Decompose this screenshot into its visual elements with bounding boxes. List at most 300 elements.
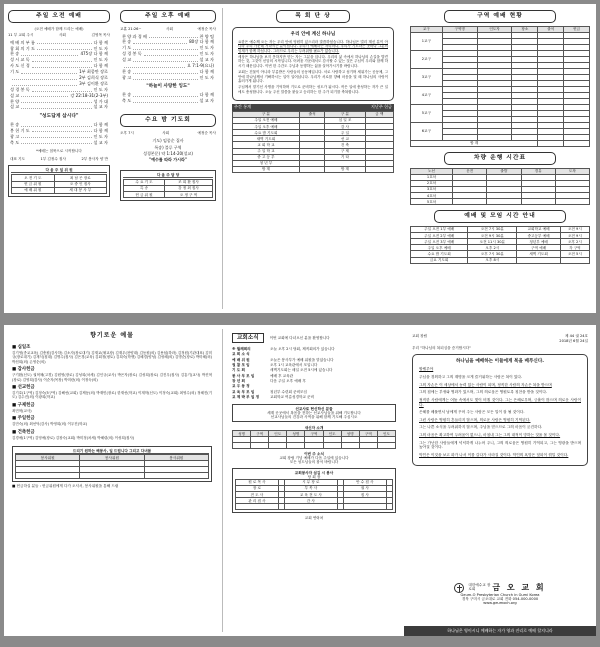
staff-table bbox=[235, 479, 393, 511]
table-cell bbox=[555, 199, 589, 205]
pastor-column bbox=[226, 4, 400, 313]
table-cell: 집 사 bbox=[343, 492, 386, 498]
table-header-cell: 인도 bbox=[269, 431, 287, 437]
wednesday-next-week-box bbox=[120, 170, 216, 202]
table-cell bbox=[521, 199, 555, 205]
church-news-item-text: 다음 주일 오후 예배 후 bbox=[270, 378, 306, 383]
table-cell: 2호차 bbox=[411, 180, 453, 186]
order-item-label: 찬 송 bbox=[122, 68, 132, 74]
table-cell: 원 로 목 사 bbox=[236, 479, 279, 485]
table-header-cell: 구역명 bbox=[442, 26, 477, 32]
bulletin-outer-spread bbox=[4, 325, 596, 636]
order-item-label: 설 교 bbox=[10, 92, 20, 98]
order-item-filler bbox=[12, 76, 77, 80]
church-news-item-label: 교 제 박 부 일 정 bbox=[232, 394, 260, 399]
table-cell: 청 년 부 bbox=[233, 160, 300, 166]
table-cell bbox=[305, 443, 323, 449]
pastor-column-box bbox=[232, 27, 394, 101]
church-news-item-label: 기 도 회 bbox=[232, 368, 245, 373]
pastor-column-title: 목 회 단 상 bbox=[276, 10, 350, 23]
order-item-leader: 다 함 께 bbox=[199, 68, 214, 74]
order-item-filler bbox=[37, 47, 92, 51]
newcomer-table bbox=[232, 430, 396, 449]
schedule-row bbox=[411, 257, 590, 263]
order-item-filler bbox=[21, 123, 91, 127]
table-cell: 특 송 bbox=[124, 185, 165, 191]
issue-date: 2018년 6월 24일 bbox=[559, 338, 588, 343]
table-row bbox=[124, 192, 213, 198]
table-header-cell: 출석 bbox=[299, 111, 324, 117]
order-item-label: 성 경 봉 독 bbox=[10, 86, 30, 92]
church-news-column bbox=[226, 325, 402, 636]
table-cell: 중고등부 예배 bbox=[517, 233, 560, 239]
volunteer-box bbox=[12, 446, 212, 482]
wednesday-scripture: 성경본문) 약 1:14-20(설교) bbox=[143, 150, 193, 156]
morning-service-title: 주일 오전 예배 bbox=[8, 10, 110, 23]
table-cell: 오전 9시 bbox=[560, 226, 589, 232]
table-header-cell: 봉사위원 bbox=[144, 455, 208, 461]
page-fold-divider bbox=[222, 329, 223, 632]
table-cell: 4호차 bbox=[411, 193, 453, 199]
order-item-label: 설 교 bbox=[122, 57, 132, 63]
offering-section-names: 김경애(1구역) 김영애(장로) 김창숙(교회) 박미정(차세) 박혜령(외) 이성희(집사) bbox=[12, 435, 135, 440]
church-news-item-text: 교회학교 여름성경학교 준비 bbox=[270, 394, 314, 399]
weekly-stats bbox=[232, 104, 394, 173]
table-cell: 오전 11시 30분 bbox=[468, 239, 517, 245]
table-cell: 수요 밤 기도회 bbox=[233, 130, 300, 136]
pastor-column-paragraph: 요한은 예수께 오는 자는 우리 안에 영원히 있으리라 말씀하셨습니다. 하나님은 멀리 계신 분이 아니라 우리 가운데 거하시는 분이십니다. 우리가 예배하는 자리마다, 우리가 기도하는 곳마다 그분의 임재가 함께 하십니다. 그러므로 우리는 두려워할 필요가 없습니다. bbox=[238, 39, 388, 53]
table-cell: 오후 2시 bbox=[468, 245, 517, 251]
offering-section-names: 김기영(종교교육) 김충원(감사하) 김소자(장로대기) 김재교(채교장) 김재우(찬양대) 김동원(외) 김용섭(하라) 김정원(기관대표) 김미규(장로대기) 김재식(집대) 김명수(집사) 김은경(교육) 김회정(평토) 김희숙(학생) 김혜경(양성) 김성혜(외) 김명순(장로) 박미혜(외) 박천희(외) 손영순(외) bbox=[12, 350, 212, 364]
table-cell: 전 도 사 bbox=[236, 492, 279, 498]
newcomer-title: 새신자 소개 bbox=[304, 425, 324, 430]
table-row bbox=[233, 443, 396, 449]
table-cell: 십 일 조 bbox=[325, 117, 365, 123]
table-cell: 5호차 bbox=[411, 199, 453, 205]
order-item-filler bbox=[144, 52, 198, 56]
pastor-column-paragraph: 교회는 건물이 아니라 부름받은 사람들의 공동체입니다. 서로 사랑하고 섬기며 세워가는 공동체, 그 안에 하나님께서 기뻐하시는 일이 일어납니다. 우리가 서로를 향해 마음을 열 때 하나님의 사랑이 흘러가게 됩니다. bbox=[238, 70, 388, 83]
order-item-leader: 성 가 대 bbox=[93, 98, 108, 104]
order-item-filler bbox=[37, 41, 92, 45]
order-item-filler bbox=[21, 70, 77, 74]
order-item-leader: 다 함 께 bbox=[93, 127, 108, 133]
church-news-item-label: ※ 월례회의 bbox=[232, 347, 251, 352]
table-header-cell: 인도자 bbox=[477, 26, 512, 32]
issue-info: 교회 창립 제 44 권 24호 bbox=[412, 333, 588, 338]
table-header-cell: 봉사위원 bbox=[16, 455, 80, 461]
table-cell bbox=[285, 504, 337, 510]
table-cell: 각 구역 bbox=[560, 245, 589, 251]
order-item-label: 축 도 bbox=[122, 97, 132, 103]
verse-line: 주님을 경외하고 그의 계명을 크게 즐거워하는 사람은 복이 있다. bbox=[419, 375, 523, 380]
table-header-cell: 구역 bbox=[305, 431, 323, 437]
table-cell: 주일 오전 2부 예배 bbox=[411, 233, 468, 239]
order-item-leader: 2부 김희식 장로 bbox=[79, 75, 108, 81]
schedule-table-wrap bbox=[410, 226, 590, 264]
order-item-leader: 강 22:18-31(2-3부) bbox=[70, 92, 108, 98]
district-group-cell: 3교구 bbox=[411, 68, 443, 86]
afternoon-sermon-title: "하늘이 사랑한 잉도" bbox=[146, 84, 190, 90]
table-row bbox=[12, 187, 107, 193]
table-header-cell: 성명 bbox=[233, 431, 251, 437]
table-cell: 예 배 위 원 bbox=[12, 187, 55, 193]
church-news-item-text: 예배 후 교육관 bbox=[270, 373, 294, 378]
table-header-cell: 출발 bbox=[487, 168, 521, 174]
table-cell bbox=[564, 140, 590, 146]
table-cell: 간 사 bbox=[285, 498, 337, 504]
district-group-cell: 5교구 bbox=[411, 104, 443, 122]
table-header-cell: 장소 bbox=[512, 26, 538, 32]
district-total-row bbox=[411, 140, 590, 146]
verse-line: 그런 사람은 영원히 흔들리지 않으며, 의로운 사람은 영원히 기억된다. bbox=[419, 417, 531, 422]
order-item-label: 광 고 bbox=[122, 74, 132, 80]
table-cell: 주일 오전 1부 예배 bbox=[411, 226, 468, 232]
order-item-leader: 인 도 자 bbox=[93, 45, 108, 51]
table-cell: 오 전 기 도 bbox=[12, 175, 55, 181]
silence-note: *예배는 침묵으로 시작합니다 bbox=[36, 148, 82, 153]
morning-next-week-box bbox=[8, 165, 110, 197]
church-news-item-label: 예 배 위 원 bbox=[232, 357, 250, 362]
weekly-news-line: 교회 창립 기념 예배가 다음 주일에 있습니다 bbox=[279, 456, 349, 461]
wednesday-next-week-table bbox=[123, 179, 213, 198]
order-item-leader: 인 도 자 bbox=[93, 57, 108, 63]
offering-section-label: ■ 구제헌금 bbox=[12, 402, 35, 408]
morning-order-list-2 bbox=[10, 122, 108, 146]
table-cell: 오후 2시 bbox=[560, 239, 589, 245]
order-item-leader: 인 도 자 bbox=[93, 86, 108, 92]
table-cell bbox=[299, 166, 324, 172]
order-item-leader: 다 함 께 bbox=[93, 63, 108, 69]
table-cell bbox=[343, 504, 386, 510]
table-row bbox=[16, 473, 209, 479]
transit-table-wrap bbox=[410, 168, 590, 206]
order-item-leader: 설 교 자 bbox=[93, 104, 108, 110]
church-news-item-text: 오늘 오후 2시 당회, 제직회의가 있습니다 bbox=[270, 347, 335, 352]
table-header-cell: 운전 bbox=[453, 168, 487, 174]
afternoon-service-column bbox=[116, 4, 220, 313]
order-item-leader: 찬 양 팀 bbox=[199, 33, 214, 39]
order-item-leader: 다 함 께 bbox=[93, 39, 108, 45]
church-news-item-label: 장 년 회 bbox=[232, 378, 245, 383]
wednesday-next-week-title: 다 음 주 담 당 bbox=[123, 173, 213, 178]
page-fold-divider bbox=[222, 8, 223, 309]
order-item-label: 사 도 신 경 bbox=[10, 63, 30, 69]
table-cell: 수요 밤 기도회 bbox=[411, 251, 468, 257]
table-cell bbox=[323, 443, 341, 449]
verse-line: 악인은 이것을 보고 화가 나서 이를 갈다가 사라질 것이다. 악인의 욕망은 헛되이 꺾일 것이다. bbox=[419, 452, 569, 457]
verse-line: 하나님을 예배하는 이들에게 복을 베푸신다. bbox=[455, 358, 545, 364]
table-cell: 안 수 집 사 bbox=[343, 479, 386, 485]
district-table-wrap bbox=[410, 26, 590, 147]
newcomer-box bbox=[232, 426, 396, 449]
church-news-item-text: 오후 1시 교육관에서 모입니다 bbox=[270, 362, 318, 367]
table-cell bbox=[341, 443, 359, 449]
staff-row bbox=[236, 504, 393, 510]
prayer-row: 대표 기도 1부 김정수 집사 2부 봉사자 양 반 bbox=[10, 156, 108, 161]
table-cell bbox=[453, 199, 487, 205]
mission-box bbox=[232, 404, 396, 422]
church-news-item-label: 교 우 동 정 bbox=[232, 384, 250, 389]
table-cell: 감 사 bbox=[325, 124, 365, 130]
church-news-item-text: 오늘은 봉사부가 예배 위원을 맡았습니다 bbox=[270, 357, 334, 362]
weekly-news bbox=[232, 452, 396, 464]
verse-line: 그의 자손은 이 세상에서 능력 있는 사람이 되며, 정직한 사람의 자손은 복을 받으며 bbox=[419, 382, 552, 387]
table-cell bbox=[365, 166, 393, 172]
staff-title: 교회봉사자 섬김 시 봉사 bbox=[294, 470, 334, 475]
weekly-news-title: 이번 주 소식 bbox=[304, 452, 324, 457]
order-item-label: 광 고 bbox=[10, 133, 20, 139]
verse-line: 그는 가난한 사람들에게 넉넉하게 나누어 주니, 그의 의로움은 영원히 기억되고, 그는 영광을 받으며 높아질 것이다. bbox=[419, 440, 581, 450]
mission-line: 세계 곳곳에서 복음을 전하는 선교사님들을 위해 기도합니다 bbox=[267, 410, 361, 415]
table-cell: 새벽 기도회 bbox=[517, 251, 560, 257]
table-cell: 3호차 bbox=[411, 186, 453, 192]
schedule-table bbox=[410, 226, 590, 264]
offering-section-names: 김민숙(외) 최선덕(감사) 박영희(외) 이우진(학교) bbox=[12, 422, 88, 427]
weekly-news-line: 모든 성도님들의 참석 바랍니다 bbox=[289, 460, 339, 465]
cover-column bbox=[404, 325, 596, 636]
table-cell: 오전 9시 30분 bbox=[468, 233, 517, 239]
church-logo-icon bbox=[454, 583, 464, 593]
church-motto: 우리 "하나님의 복되심을 증거합시다" bbox=[412, 345, 471, 350]
order-item-filler bbox=[133, 58, 197, 62]
order-item-label: 성 시 교 독 bbox=[10, 57, 30, 63]
table-cell bbox=[560, 257, 589, 263]
table-cell bbox=[517, 257, 560, 263]
church-name-row bbox=[404, 583, 596, 593]
table-cell: 오 정 구 역 bbox=[165, 192, 213, 198]
table-cell bbox=[16, 473, 80, 479]
transit-title: 차량 운행 시간표 bbox=[444, 152, 556, 165]
transit-table bbox=[410, 168, 590, 206]
table-cell bbox=[287, 443, 305, 449]
table-cell: 수 요 기 도 bbox=[124, 179, 165, 185]
order-item-leader: 475장 다 함 께 bbox=[80, 51, 108, 57]
church-news-item-text: 새벽기도회는 매일 오전 5시에 있습니다 bbox=[270, 368, 333, 373]
order-item-label: 기 도 bbox=[122, 45, 132, 51]
table-cell bbox=[538, 140, 564, 146]
wednesday-service-info: 오후 7시 사회 예정순 목사 bbox=[120, 131, 216, 136]
verse-line: 은혜를 베풀면서 남에게 꾸어 주는 사람은 모든 일이 잘 될 것이다. bbox=[419, 410, 525, 415]
table-cell: 오후 8시 bbox=[468, 257, 517, 263]
church-news-item-label: 권 찰 모 임 bbox=[232, 362, 250, 367]
order-item-filler bbox=[21, 141, 91, 145]
table-cell: 주일 오전 예배 bbox=[233, 117, 300, 123]
order-item-label: 축 도 bbox=[10, 139, 20, 145]
morning-service-column bbox=[4, 4, 114, 313]
table-cell: 합 계 bbox=[233, 166, 300, 172]
table-cell bbox=[144, 473, 208, 479]
table-cell bbox=[251, 443, 269, 449]
table-cell bbox=[233, 443, 251, 449]
order-item-leader: 인 도 자 bbox=[93, 133, 108, 139]
order-item-filler bbox=[21, 105, 91, 109]
order-item-filler bbox=[32, 64, 92, 68]
order-item-filler bbox=[32, 58, 92, 62]
district-title: 구역 예배 현황 bbox=[444, 10, 556, 23]
church-address: 경북 구미시 금오대로 교회 전화 054-000-0000 bbox=[461, 597, 539, 602]
table-cell: 강 정 최 집사 bbox=[165, 185, 213, 191]
offering-section-names: 구기환(신도) 권혁채(고경) 김원영(장로) 김성희(차세) 김인규(교사) 박은자(장로) 김성희(장로) 김진우(집사) 김흥기(교사) 박진혁(장로) 김영희(감사) 이순자(목장) 박미란(외) 이정숙(외) bbox=[12, 373, 212, 382]
table-cell: 기 타 bbox=[325, 154, 365, 160]
staff-box bbox=[232, 468, 396, 514]
morning-service-subtitle: (오전 예배가 함께 드리는 예배) bbox=[34, 26, 84, 31]
offering-section-label: ■ 주일헌금 bbox=[12, 416, 35, 422]
order-item-leader: 1부 최종만 장로 bbox=[79, 69, 108, 75]
district-total-label: 합 계 bbox=[411, 140, 538, 146]
cover-verse-box bbox=[412, 354, 588, 466]
order-item-leader: 인 도 자 bbox=[199, 74, 214, 80]
info-column bbox=[404, 4, 596, 313]
district-group-cell: 1교구 bbox=[411, 32, 443, 50]
offering-section-label: ■ 선교헌금 bbox=[12, 384, 35, 390]
verse-line: 할렐루야 bbox=[419, 367, 434, 372]
wednesday-details bbox=[116, 138, 220, 164]
order-item-filler bbox=[133, 99, 197, 103]
bulletin-inner-spread bbox=[4, 4, 596, 313]
table-cell: 교 육 전 도 사 bbox=[285, 492, 337, 498]
mission-line: 선교사님들의 건강과 사역을 위해 함께 기도해 주십시오 bbox=[270, 414, 358, 419]
order-item-leader: 80장 다 함 께 bbox=[189, 39, 214, 45]
church-english-name: Geum-O Presbyterian Church in Gumi Korea bbox=[460, 593, 540, 597]
order-item bbox=[10, 105, 108, 111]
order-item-label: 찬 송 bbox=[10, 51, 20, 57]
morning-service-info: 11 부 교회 주시 사회 김영목 목사 bbox=[8, 33, 110, 38]
offering-section-names: 최민혁(교사) bbox=[12, 408, 32, 413]
table-header-cell: 헌금 bbox=[564, 26, 590, 32]
offering-section-label: ■ 건축헌금 bbox=[12, 429, 35, 435]
church-news-item bbox=[232, 394, 396, 399]
order-item-leader: 인 도 자 bbox=[199, 51, 214, 57]
order-item-filler bbox=[133, 40, 187, 44]
church-denomination: 대한예수교 장로회 bbox=[468, 583, 491, 591]
table-cell: 합 계 bbox=[325, 166, 365, 172]
table-header-cell: 경유 bbox=[521, 168, 555, 174]
table-cell: 장 로 bbox=[236, 485, 279, 491]
table-cell: 오전 9시 bbox=[560, 233, 589, 239]
table-header-cell: 도착 bbox=[555, 168, 589, 174]
table-cell: 건 축 bbox=[325, 142, 365, 148]
order-item-filler bbox=[32, 88, 92, 92]
table-header-cell: 구역 bbox=[251, 431, 269, 437]
weekly-stats-header: 주간 통계 지난주 헌금 bbox=[234, 104, 392, 110]
table-row bbox=[411, 199, 590, 205]
table-header-cell: 출석 bbox=[538, 26, 564, 32]
table-header-cell: 인도 bbox=[377, 431, 395, 437]
order-item-filler bbox=[133, 93, 197, 97]
offering-section-label: ■ 감사헌금 bbox=[12, 367, 35, 373]
table-cell: 교회학교 예배 bbox=[517, 226, 560, 232]
table-cell: 금요 기도회 bbox=[411, 257, 468, 263]
table-cell: 주일 오후 예배 bbox=[233, 124, 300, 130]
order-item-filler bbox=[21, 94, 68, 98]
order-item-leader: 설 교 자 bbox=[199, 57, 214, 63]
table-cell: 오전 7시 30분 bbox=[468, 226, 517, 232]
table-header-cell: 봉사위원 bbox=[80, 455, 144, 461]
table-cell bbox=[386, 504, 392, 510]
church-news-item-label: 봉 사 부 모 임 bbox=[232, 373, 255, 378]
table-cell bbox=[377, 443, 395, 449]
table-header-cell: 성명 bbox=[287, 431, 305, 437]
table-header-cell: 구 분 bbox=[325, 111, 365, 117]
table-cell: 시 무 장 로 bbox=[285, 479, 337, 485]
order-item-filler bbox=[124, 64, 185, 68]
afternoon-order-list-2 bbox=[122, 92, 214, 104]
order-item-filler bbox=[21, 135, 91, 139]
morning-sermon-title: "성도답게 삽시다" bbox=[39, 113, 79, 119]
order-item-filler bbox=[12, 82, 77, 86]
district-table bbox=[410, 26, 590, 147]
church-name: 금 오 교 회 bbox=[492, 583, 546, 593]
schedule-title: 예배 및 모임 시간 안내 bbox=[434, 210, 566, 223]
offering-sections bbox=[12, 345, 212, 440]
table-cell: 선 교 bbox=[325, 136, 365, 142]
table-cell: 1호차 bbox=[411, 174, 453, 180]
church-news-item-label: 교 육 부 모 임 bbox=[232, 389, 255, 394]
wednesday-sermon-title: "예수를 따라 가시라" bbox=[149, 157, 187, 163]
district-group-cell: 2교구 bbox=[411, 50, 443, 68]
morning-order-list bbox=[10, 40, 108, 111]
church-news-title: 교회소식 bbox=[232, 333, 264, 343]
table-cell: 오후 7시 30분 bbox=[468, 251, 517, 257]
table-cell: 최 남 곤 장로 bbox=[54, 175, 106, 181]
table-cell: 조 희 환 집사 bbox=[165, 179, 213, 185]
table-cell bbox=[80, 473, 144, 479]
table-header-cell: 노선 bbox=[411, 168, 453, 174]
verse-line: 그는 나쁜 소식을 두려워하지 않으며, 주님을 믿으므로 그의 마음이 굳건하다. bbox=[419, 425, 543, 430]
order-item-label: 봉 헌 기 도 bbox=[10, 127, 30, 133]
wednesday-service-title: 수요 밤 기도회 bbox=[120, 114, 216, 127]
wednesday-special: 특송) 블루 구역 bbox=[154, 144, 182, 150]
table-cell: 구역 예배 bbox=[517, 245, 560, 251]
order-item-label: 예 배 의 부 름 bbox=[10, 39, 35, 45]
order-item-filler bbox=[133, 70, 197, 74]
church-news-list bbox=[232, 346, 396, 399]
table-cell: 오전 5시 bbox=[560, 251, 589, 257]
staff-subtitle: 당 회 장 bbox=[307, 474, 321, 479]
cover-bottom-banner: 하나님은 영이시니 예배하는 자가 영과 진리로 예배 할지니라 bbox=[404, 626, 596, 636]
order-item-label: 기 도 bbox=[10, 69, 20, 75]
table-cell: 권 사 bbox=[343, 485, 386, 491]
table-cell: 부 목 사 bbox=[285, 485, 337, 491]
order-item-filler bbox=[21, 52, 78, 56]
offering-list-column bbox=[4, 325, 220, 636]
order-item-filler bbox=[21, 100, 91, 104]
church-news-subtitle: 이번 교회에 다녀오신 분을 환영합니다 bbox=[269, 336, 330, 341]
church-identity bbox=[404, 583, 596, 605]
verse-line: 그의 집에는 부귀와 영화가 있으며, 그의 의로움은 영원토록 칭찬을 받을 것이다. bbox=[419, 390, 548, 395]
order-item bbox=[10, 140, 108, 146]
church-news-header bbox=[232, 333, 396, 343]
table-cell: 교 회 학 교 bbox=[233, 142, 300, 148]
pastor-column-paragraph: 세상은 하나님을 보지 못하지만 믿는 자는 그분을 압니다. 우리의 삶 속에서 하나님의 손길을 발견하는 것, 그것이 신앙의 시작입니다. 어려움 가운데서도 감사할 수 있는 것은 주님이 우리와 함께 하시기 때문입니다. 이번 한 주간도 주님과 동행하는 삶을 살아가시기를 바랍니다. bbox=[238, 55, 388, 68]
table-cell bbox=[269, 443, 287, 449]
table-cell: 주일 오후 예배 bbox=[411, 245, 468, 251]
order-item-label: 설 교 bbox=[10, 104, 20, 110]
table-cell: 청년부 예배 bbox=[517, 239, 560, 245]
morning-next-week-title: 다 음 주 일 위 원 bbox=[11, 168, 107, 173]
table-cell bbox=[236, 504, 279, 510]
table-header-cell: 금 액 bbox=[365, 111, 393, 117]
pastor-column-paragraph: 주님께서 맡기신 사명을 기억하며 기도로 준비하는 성도가 됩시다. 작은 일에 충성하는 자가 큰 일에도 충성합니다. 오늘 주신 말씀을 붙들고 승리하는 한 주가 되기를 축복합니다. bbox=[238, 85, 388, 94]
church-website[interactable]: www.geumoch.org bbox=[483, 601, 517, 606]
verse-line: 그의 마음은 확고하여 두려움이 없으니, 마침내 그는 그의 대적이 망하는 것을 볼 것이다. bbox=[419, 433, 561, 438]
order-item-filler bbox=[133, 46, 197, 50]
table-cell: 오 중 인 집사 bbox=[54, 181, 106, 187]
order-item-label: 찬 양 과 경 배 bbox=[122, 33, 147, 39]
table-cell: 주 일 bbox=[325, 130, 365, 136]
order-item-leader: 3부 김이환 장로 bbox=[79, 80, 108, 86]
order-item bbox=[122, 98, 214, 104]
